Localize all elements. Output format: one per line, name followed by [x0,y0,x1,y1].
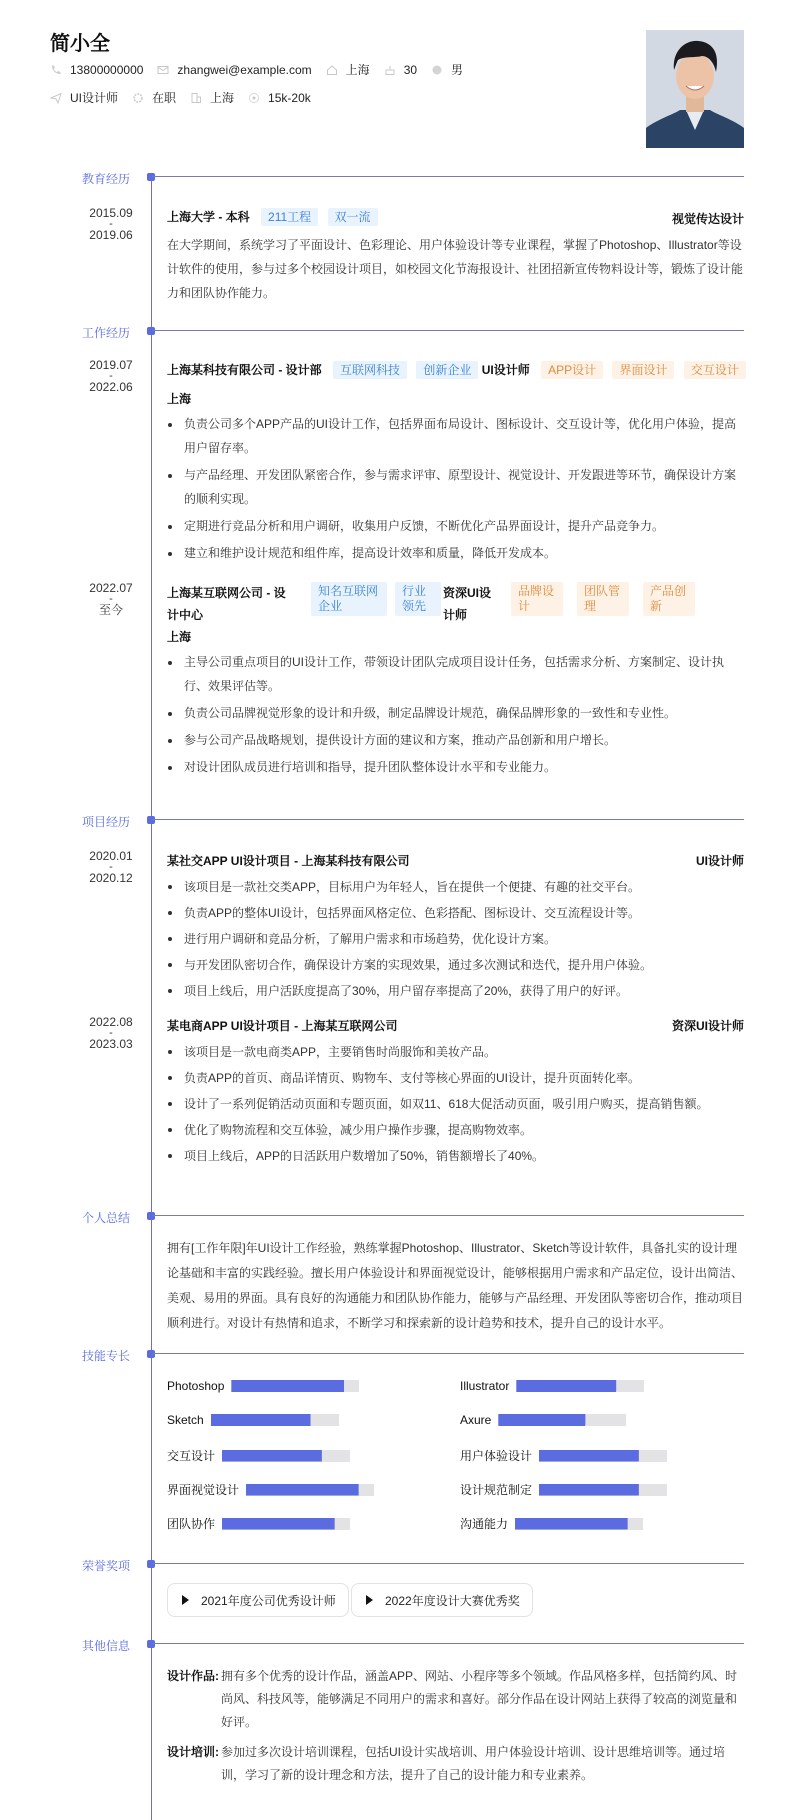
list-item: 负责公司品牌视觉形象的设计和升级，制定品牌设计规范，确保品牌形象的一致性和专业性。 [167,701,744,725]
work-city: 上海 [167,392,192,406]
section-divider [152,1353,744,1354]
phone-icon [50,64,62,76]
tag: 互联网科技 [333,361,407,379]
list-item: 该项目是一款电商类APP，主要销售时尚服饰和美妆产品。 [167,1039,744,1065]
play-icon [366,1595,373,1605]
salary-item: 15k-20k [248,91,311,105]
work-city: 上海 [167,630,192,644]
section-awards [0,1557,794,1571]
job-intent-row [50,89,325,106]
skill-bar [222,1518,350,1530]
work-company: 上海某互联网公司 - 设计中心 知名互联网企业 行业领先 资深UI设计师 品牌设计 团队管理 产品创新 [167,582,744,626]
project-bullets [167,874,744,1004]
skill-bar [222,1450,350,1462]
section-title: 工作经历 [82,326,131,340]
list-item: 定期进行竞品分析和用户调研，收集用户反馈，不断优化产品界面设计，提升产品竞争力。 [167,514,744,538]
list-item: 参与公司产品战略规划，提供设计方面的建议和方案，推动产品创新和用户增长。 [167,728,744,752]
section-other [0,1637,794,1651]
list-item: 优化了购物流程和交互体验，减少用户操作步骤，提高购物效率。 [167,1117,744,1143]
education-major: 视觉传达设计 [671,212,744,226]
project-dates: 2020.01 - 2020.12 [89,849,133,885]
skill-sketch: Sketch [167,1413,339,1427]
status-icon [132,92,144,104]
section-divider [152,1643,744,1644]
salary-icon [248,92,260,104]
other-training: 设计培训: 参加过多次设计培训课程，包括UI设计实战培训、用户体验设计培训、设计思维培训等。通过培训，学习了新的设计理念和方法，提升了自己的设计能力和专业素养。 [167,1745,726,1782]
tag: 双一流 [328,208,378,226]
list-item: 项目上线后，用户活跃度提高了30%，用户留存率提高了20%，获得了用户的好评。 [167,978,744,1004]
section-projects [0,813,794,827]
tag: APP设计 [541,361,603,379]
list-item: 该项目是一款社交类APP，目标用户为年轻人，旨在提供一个便捷、有趣的社交平台。 [167,874,744,900]
timeline-dot [147,173,155,181]
email-item: zhangwei@example.com [157,63,311,77]
skill-illustrator: Illustrator [460,1379,644,1393]
work-company: 上海某科技有限公司 - 设计部 互联网科技 创新企业 UI设计师 APP设计 界面设计 交互设计 [167,361,744,379]
position-item: UI设计师 [50,89,118,106]
tag: 团队管理 [577,582,629,616]
skill-bar [246,1484,374,1496]
skill-visual: 界面视觉设计 [167,1481,374,1498]
location-item: 上海 [326,61,370,78]
gender-icon [431,64,443,76]
contact-row [50,61,477,78]
skill-bar [539,1484,667,1496]
education-school: 上海大学 - 本科 211工程 双一流 [167,208,378,226]
project-title: 某电商APP UI设计项目 - 上海某互联网公司 [167,1019,398,1033]
list-item: 项目上线后，APP的日活跃用户数增加了50%，销售额增长了40%。 [167,1143,744,1169]
work-dates: 2019.07 - 2022.06 [89,358,133,394]
project-title: 某社交APP UI设计项目 - 上海某科技有限公司 [167,854,410,868]
skill-bar [498,1414,626,1426]
timeline-dot [147,1560,155,1568]
section-summary [0,1209,794,1223]
section-work [0,324,794,338]
section-title: 个人总结 [82,1211,131,1225]
project-bullets [167,1039,744,1169]
list-item: 主导公司重点项目的UI设计工作，带领设计团队完成项目设计任务，包括需求分析、方案制定、设计执行、效果评估等。 [167,650,744,698]
project-dates: 2022.08 - 2023.03 [89,1015,133,1051]
list-item: 负责公司多个APP产品的UI设计工作，包括界面布局设计、图标设计、交互设计等，优化用户体验，提高用户留存率。 [167,412,744,460]
skill-bar [516,1380,644,1392]
section-title: 项目经历 [82,815,131,829]
skill-teamwork: 团队协作 [167,1515,350,1532]
gender-item: 男 [431,61,463,78]
other-works: 设计作品: 拥有多个优秀的设计作品，涵盖APP、网站、小程序等多个领域。作品风格多样，包括简约风、时尚风、科技风等，能够满足不同用户的需求和喜好。部分作品在设计网站上获得了较高的浏览量和好评。 [167,1669,738,1729]
section-title: 其他信息 [82,1639,131,1653]
mail-icon [157,64,169,76]
award-item: 2022年度设计大赛优秀奖 [351,1583,533,1617]
list-item: 负责APP的整体UI设计，包括界面风格定位、色彩搭配、图标设计、交互流程设计等。 [167,900,744,926]
tag: 界面设计 [612,361,674,379]
list-item: 与开发团队密切合作，确保设计方案的实现效果，通过多次测试和迭代，提升用户体验。 [167,952,744,978]
send-icon [50,92,62,104]
section-skills [0,1347,794,1361]
phone-item: 13800000000 [50,63,143,77]
timeline-dot [147,327,155,335]
section-title: 荣誉奖项 [82,1559,131,1573]
skill-axure: Axure [460,1413,626,1427]
section-title: 教育经历 [82,172,131,186]
tag: 交互设计 [684,361,746,379]
tag: 行业领先 [395,582,441,616]
project-role: 资深UI设计师 [671,1019,744,1033]
status-item: 在职 [132,89,176,106]
city-item: 上海 [190,89,234,106]
section-divider [152,1563,744,1564]
list-item: 进行用户调研和竞品分析，了解用户需求和市场趋势，优化设计方案。 [167,926,744,952]
skill-photoshop: Photoshop [167,1379,359,1393]
skill-communication: 沟通能力 [460,1515,643,1532]
play-icon [182,1595,189,1605]
tag: 211工程 [261,208,318,226]
work-bullets [167,650,744,779]
skill-ux: 用户体验设计 [460,1447,667,1464]
tag: 知名互联网企业 [311,582,387,616]
list-item: 负责APP的首页、商品详情页、购物车、支付等核心界面的UI设计，提升页面转化率。 [167,1065,744,1091]
age-item: 30 [384,63,417,77]
section-divider [152,819,744,820]
home-icon [326,64,338,76]
project-role: UI设计师 [695,854,744,868]
skill-interaction: 交互设计 [167,1447,350,1464]
age-icon [384,64,396,76]
skill-bar [515,1518,643,1530]
skill-bar [211,1414,339,1426]
timeline-dot [147,1640,155,1648]
section-education [0,170,794,184]
candidate-name: 简小全 [50,33,110,55]
skill-bar [539,1450,667,1462]
section-title: 技能专长 [82,1349,131,1363]
summary-text: 拥有[工作年限]年UI设计工作经验，熟练掌握Photoshop、Illustrator、Sketch等设计软件，具备扎实的设计理论基础和丰富的实践经验。擅长用户体验设计和界面视觉设计，能够根据用户需求和产品定位，设计出简洁、美观、易用的界面。具有良好的沟通能力和团队协作能力，能够与产品经理、开发团队等密切合作，推动项目顺利进行。对设计有热情和追求，不断学习和探索新的设计趋势和技术，提升自己的设计水平。 [167,1241,744,1330]
section-divider [152,330,744,331]
tag: 创新企业 [416,361,478,379]
profile-photo [646,30,744,148]
tag: 品牌设计 [511,582,563,616]
award-item: 2021年度公司优秀设计师 [167,1583,349,1617]
work-dates: 2022.07 - 至今 [89,581,133,617]
work-bullets [167,412,744,565]
section-divider [152,176,744,177]
education-description: 在大学期间，系统学习了平面设计、色彩理论、用户体验设计等专业课程，掌握了Photoshop、Illustrator等设计软件的使用，参与过多个校园设计项目，如校园文化节海报设计、社团招新宣传物料设计等，锻炼了设计能力和团队协作能力。 [167,238,744,300]
building-icon [190,92,202,104]
list-item: 对设计团队成员进行培训和指导，提升团队整体设计水平和专业能力。 [167,755,744,779]
list-item: 设计了一系列促销活动页面和专题页面，如双11、618大促活动页面，吸引用户购买，提高销售额。 [167,1091,744,1117]
list-item: 建立和维护设计规范和组件库，提高设计效率和质量，降低开发成本。 [167,541,744,565]
timeline-dot [147,816,155,824]
section-divider [152,1215,744,1216]
work-role: UI设计师 [481,363,530,377]
timeline-line [151,177,152,1820]
work-role: 资深UI设计师 [443,586,492,622]
timeline-dot [147,1350,155,1358]
timeline-dot [147,1212,155,1220]
list-item: 与产品经理、开发团队紧密合作，参与需求评审、原型设计、视觉设计、开发跟进等环节，确保设计方案的顺利实现。 [167,463,744,511]
skill-spec: 设计规范制定 [460,1481,667,1498]
skill-bar [231,1380,359,1392]
education-dates: 2015.09 - 2019.06 [89,206,133,242]
tag: 产品创新 [643,582,695,616]
